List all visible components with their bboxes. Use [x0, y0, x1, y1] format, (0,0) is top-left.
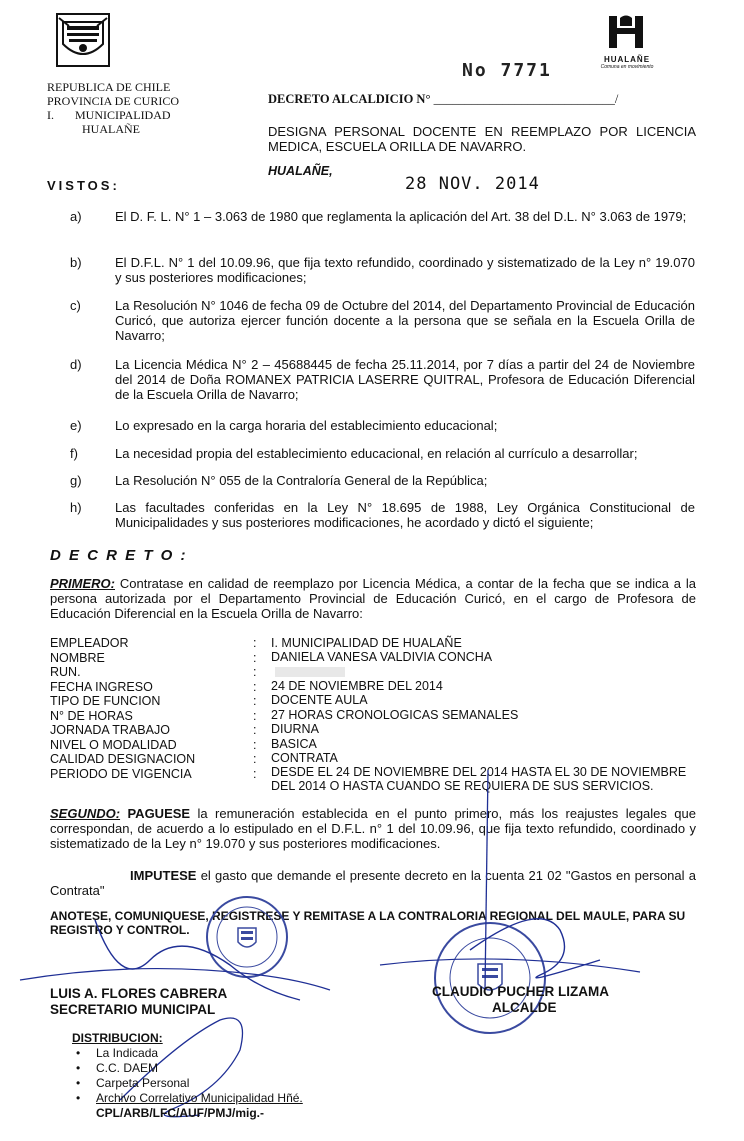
vistos-item: La Resolución N° 1046 de fecha 09 de Octubre del 2014, del Departamento Provincial de Educación Curicó, que autoriza ejercer función docente a la persona que se señala en la Escuela Orilla de Navarro; — [115, 298, 695, 343]
impute-bold: IMPUTESE — [130, 868, 197, 883]
row-colon: : — [253, 767, 257, 781]
mayor-name: CLAUDIO PUCHER LIZAMA — [432, 984, 609, 999]
logo-slogan: Comuna en movimiento — [600, 64, 654, 70]
vistos-letter: a) — [70, 209, 82, 224]
list-item: • Carpeta Personal — [74, 1076, 303, 1091]
row-label: TIPO DE FUNCION — [50, 694, 161, 708]
vistos-item: Las facultades conferidas en la Ley N° 18.695 de 1988, Ley Orgánica Constitucional de Municipalidades y sus posteriores modificaciones, he acordado y dictó el siguiente; — [115, 500, 695, 530]
row-label: EMPLEADOR — [50, 636, 129, 650]
decree-number-blank: _____________________________/ — [433, 92, 619, 106]
primero-text: Contratase en calidad de reemplazo por Licencia Médica, a contar de la fecha que se indica a la persona autorizada por el Departamento Provincial de Educación Curicó, en el cargo de Profesora de Educación Diferencial en la Escuela Orilla de Navarro: — [50, 576, 696, 621]
row-label: NOMBRE — [50, 651, 105, 665]
distribucion-title: DISTRIBUCION: — [72, 1031, 163, 1045]
row-colon: : — [253, 680, 257, 694]
row-value: CONTRATA — [271, 751, 338, 765]
vistos-item: El D.F.L. N° 1 del 10.09.96, que fija texto refundido, coordinado y sistematizado de la Ley n° 19.070 y sus posteriores modificaciones; — [115, 255, 695, 285]
row-value: DESDE EL 24 DE NOVIEMBRE DEL 2014 HASTA EL 30 DE NOVIEMBRE DEL 2014 O HASTA CUANDO SE REQUIERA DE SUS SERVICIOS. — [271, 765, 687, 793]
row-colon: : — [253, 752, 257, 766]
row-label: CALIDAD DESIGNACION — [50, 752, 196, 766]
row-value: BASICA — [271, 737, 317, 751]
decree-subject: DESIGNA PERSONAL DOCENTE EN REEMPLAZO POR LICENCIA MEDICA, ESCUELA ORILLA DE NAVARRO. — [268, 124, 696, 154]
vistos-item: La Resolución N° 055 de la Contraloría General de la República; — [115, 473, 488, 488]
secretary-name: LUIS A. FLORES CABRERA — [50, 986, 228, 1001]
row-colon: : — [253, 636, 257, 650]
list-item: • C.C. DAEM — [74, 1061, 303, 1076]
distribucion-list — [74, 1046, 303, 1106]
vistos-letter: c) — [70, 298, 81, 313]
impute-text: el gasto que demande el presente decreto en la cuenta 21 02 "Gastos en personal a Contrata" — [50, 868, 696, 898]
row-colon: : — [253, 723, 257, 737]
vistos-letter: e) — [70, 418, 82, 433]
issuer-line: HUALAÑE — [82, 122, 140, 136]
logo-name: HUALAÑE — [603, 55, 651, 64]
row-value: DANIELA VANESA VALDIVIA CONCHA — [271, 650, 493, 664]
vistos-item: La necesidad propia del establecimiento educacional, en relación al currículo a desarrollar; — [115, 446, 638, 461]
segundo-bold: PAGUESE — [120, 806, 191, 821]
row-value: DOCENTE AULA — [271, 693, 368, 707]
row-value: 24 DE NOVIEMBRE DEL 2014 — [271, 679, 443, 693]
anotese-paragraph: ANOTESE, COMUNIQUESE, REGISTRESE Y REMITASE A LA CONTRALORIA REGIONAL DEL MAULE, PARA SU REGISTRO Y CONTROL. — [50, 909, 686, 937]
segundo-label: SEGUNDO: — [50, 806, 121, 821]
vistos-item: La Licencia Médica N° 2 – 45688445 de fecha 25.11.2014, por 7 días a partir del 24 de Noviembre del 2014 de Doña ROMANEX PATRICIA LASERRE QUITRAL, Profesora de Educación Diferencial de la Escuela Orilla de Navarro; — [115, 357, 695, 402]
row-label: JORNADA TRABAJO — [50, 723, 170, 737]
decree-label-text: DECRETO ALCALDICIO N° — [268, 92, 431, 106]
vistos-letter: b) — [70, 255, 82, 270]
row-label: NIVEL O MODALIDAD — [50, 738, 177, 752]
list-item: • La Indicada — [74, 1046, 303, 1061]
initials: CPL/ARB/LFC/AUF/PMJ/mig.- — [96, 1106, 264, 1120]
list-item: • Archivo Correlativo Municipalidad Hñé. — [74, 1091, 303, 1106]
decree-date: 28 NOV. 2014 — [405, 174, 540, 194]
row-colon: : — [253, 651, 257, 665]
row-label: N° DE HORAS — [50, 709, 133, 723]
row-label: RUN. — [50, 665, 81, 679]
vistos-letter: f) — [70, 446, 78, 461]
row-colon: : — [253, 738, 257, 752]
row-colon: : — [253, 694, 257, 708]
vistos-item: El D. F. L. N° 1 – 3.063 de 1980 que reglamenta la aplicación del Art. 38 del D.L. N° 3.063 de 1979; — [115, 209, 687, 224]
mayor-title: ALCALDE — [492, 1000, 557, 1015]
place-label: HUALAÑE, — [268, 164, 333, 178]
row-colon: : — [253, 709, 257, 723]
vistos-item: Lo expresado en la carga horaria del establecimiento educacional; — [115, 418, 498, 433]
row-value: I. MUNICIPALIDAD DE HUALAÑE — [271, 636, 462, 650]
row-label: PERIODO DE VIGENCIA — [50, 767, 192, 781]
issuer-line: REPUBLICA DE CHILE — [47, 80, 171, 94]
row-label: FECHA INGRESO — [50, 680, 153, 694]
vistos-letter: g) — [70, 473, 82, 488]
row-value: 27 HORAS CRONOLOGICAS SEMANALES — [271, 708, 519, 722]
vistos-letter: d) — [70, 357, 82, 372]
decree-number-stamp: No 7771 — [462, 60, 552, 81]
issuer-line: I. MUNICIPALIDAD — [47, 108, 171, 122]
row-colon: : — [253, 665, 257, 679]
decreto-title: D E C R E T O : — [50, 547, 188, 564]
segundo-text: la remuneración establecida en el punto primero, más los reajustes legales que correspondan, de acuerdo a lo estipulado en el D.F.L. n° 1 del 10.09.96, que fija texto refundido, coordinado y sistematizado de la Ley n° 19.070 y sus posteriores modificaciones. — [50, 806, 696, 851]
vistos-title: VISTOS: — [47, 178, 120, 193]
row-value: DIURNA — [271, 722, 319, 736]
issuer-line: PROVINCIA DE CURICO — [47, 94, 180, 108]
secretary-title: SECRETARIO MUNICIPAL — [50, 1002, 216, 1017]
primero-label: PRIMERO: — [50, 576, 115, 591]
vistos-letter: h) — [70, 500, 82, 515]
